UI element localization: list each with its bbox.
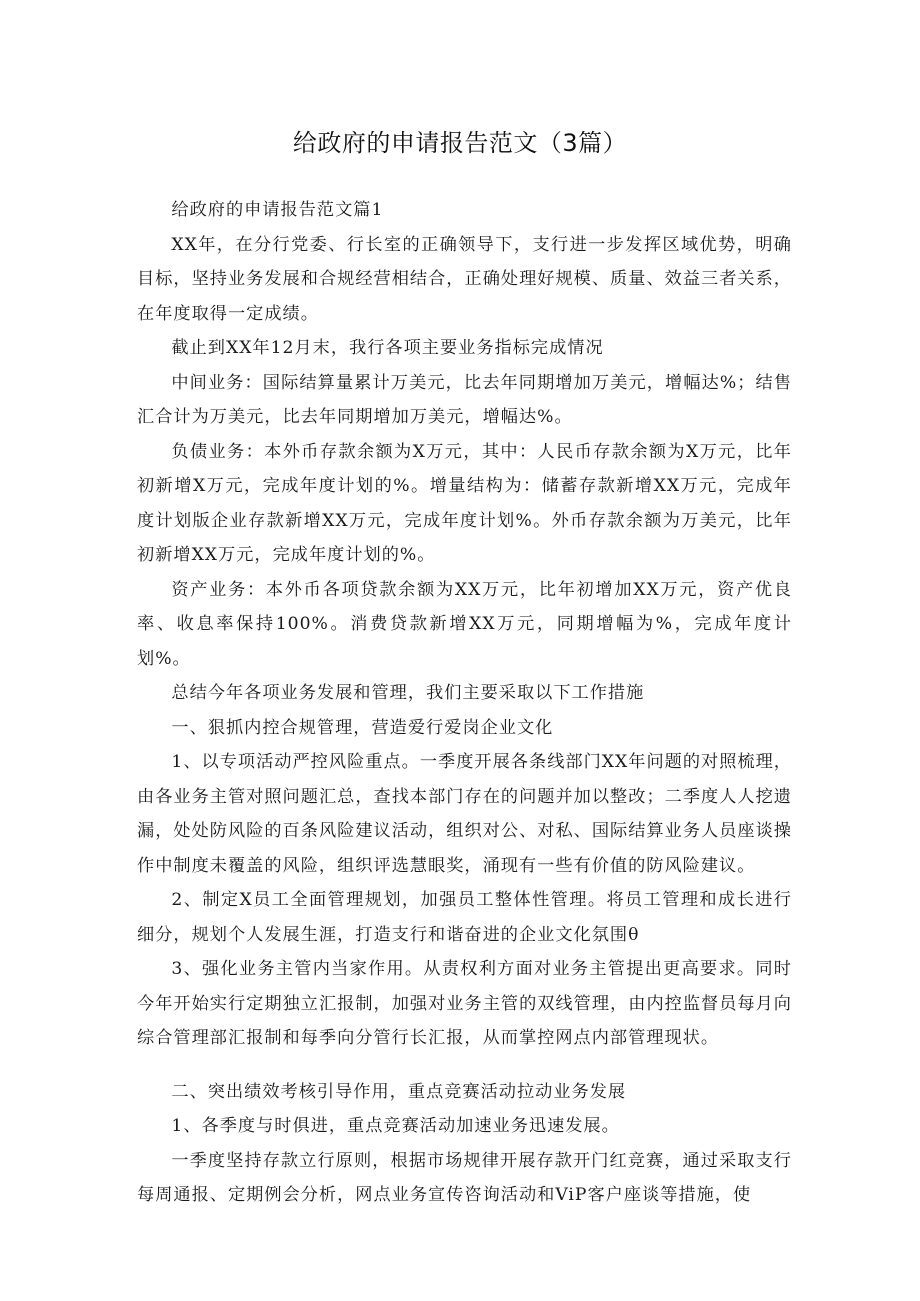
paragraph-asset-business: 资产业务：本外币各项贷款余额为XX万元，比年初增加XX万元，资产优良率、收息率保持100%。消费贷款新增XX万元，同期增幅为%，完成年度计划%。 bbox=[137, 579, 792, 669]
paragraph-indicators-heading: 截止到XX年12月末，我行各项主要业务指标完成情况 bbox=[171, 338, 604, 358]
paragraph-item-2-1: 1、各季度与时俱进，重点竞赛活动加速业务迅速发展。 bbox=[171, 1116, 620, 1136]
paragraph-item-3: 3、强化业务主管内当家作用。从责权利方面对业务主管提出更高要求。同时今年开始实行定期独立汇报制，加强对业务主管的双线管理，由内控监督员每月向综合管理部汇报制和每季向分管行长汇报，从而掌控网点内部管理现状。 bbox=[137, 959, 792, 1048]
paragraph-intermediate-business: 中间业务：国际结算量累计万美元，比去年同期增加万美元，增幅达%；结售汇合计为万美元，比去年同期增加万美元，增幅达%。 bbox=[137, 372, 792, 427]
paragraph-q1-competition: 一季度坚持存款立行原则，根据市场规律开展存款开门红竞赛，通过采取支行每周通报、定期例会分析，网点业务宣传咨询活动和ViP客户座谈等措施，使 bbox=[137, 1150, 792, 1205]
document-title: 给政府的申请报告范文（3篇） bbox=[292, 129, 628, 157]
paragraph-section-heading: 给政府的申请报告范文篇1 bbox=[171, 200, 384, 220]
paragraph-intro: XX年，在分行党委、行长室的正确领导下，支行进一步发挥区域优势，明确目标，坚持业务发展和合规经营相结合，正确处理好规模、质量、效益三者关系，在年度取得一定成绩。 bbox=[137, 234, 792, 324]
paragraph-spacer bbox=[137, 1056, 792, 1075]
paragraph-item-2: 2、制定X员工全面管理规划，加强员工整体性管理。将员工管理和成长进行细分，规划个人发展生涯，打造支行和谐奋进的企业文化氛围θ bbox=[137, 890, 792, 945]
paragraph-item-1: 1、以专项活动严控风险重点。一季度开展各条线部门XX年问题的对照梳理，由各业务主管对照问题汇总，查找本部门存在的问题并加以整改；二季度人人挖遗漏，处处防风险的百条风险建议活动，组织对公、对私、国际结算业务人员座谈操作中制度未覆盖的风险，组织评选慧眼奖，涌现有一些有价值的防风险建议。 bbox=[137, 752, 792, 876]
document-body bbox=[137, 193, 792, 1213]
paragraph-heading-two: 二、突出绩效考核引导作用，重点竞赛活动拉动业务发展 bbox=[171, 1081, 627, 1102]
paragraph-liability-business: 负债业务：本外币存款余额为X万元，其中：人民币存款余额为X万元，比年初新增X万元，完成年度计划的%。增量结构为：储蓄存款新增XX万元，完成年度计划版企业存款新增XX万元，完成年度计划%。外币存款余额为万美元，比年初新增XX万元，完成年度计划的%。 bbox=[137, 441, 792, 565]
paragraph-measures-heading: 总结今年各项业务发展和管理，我们主要采取以下工作措施 bbox=[171, 683, 645, 703]
paragraph-heading-one: 一、狠抓内控合规管理，营造爱行爱岗企业文化 bbox=[171, 717, 554, 738]
